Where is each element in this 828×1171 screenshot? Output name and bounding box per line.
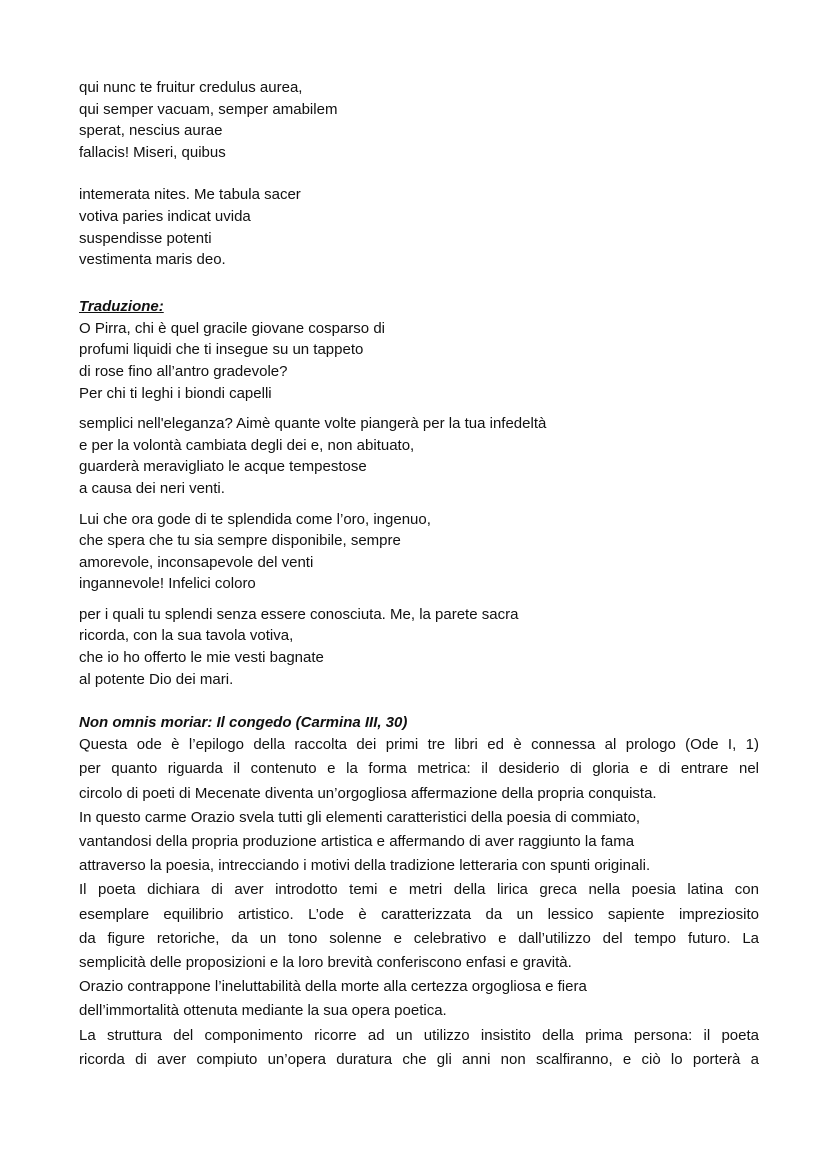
verse-line: votiva paries indicat uvida xyxy=(79,207,251,225)
verse-line: qui semper vacuam, semper amabilem xyxy=(79,100,338,118)
prose-line: per quanto riguarda il contenuto e la forma metrica: il desiderio di gloria e di entrare nel xyxy=(79,760,759,778)
verse-line: a causa dei neri venti. xyxy=(79,479,225,497)
prose-line: attraverso la poesia, intrecciando i motivi della tradizione letteraria con spunti originali. xyxy=(79,857,651,875)
section-body xyxy=(79,733,759,1072)
latin-stanza-1 xyxy=(79,77,759,163)
translation-stanza-2 xyxy=(79,413,759,499)
verse-line: fallacis! Miseri, quibus xyxy=(79,143,226,161)
prose-line: In questo carme Orazio svela tutti gli elementi caratteristici della poesia di commiato, xyxy=(79,808,641,826)
prose-line: circolo di poeti di Mecenate diventa un’orgogliosa affermazione della propria conquista. xyxy=(79,784,657,802)
document-page xyxy=(79,77,759,1072)
verse-line: al potente Dio dei mari. xyxy=(79,670,234,688)
prose-line: vantandosi della propria produzione artistica e affermando di aver raggiunto la fama xyxy=(79,833,635,851)
prose-line: Questa ode è l’epilogo della raccolta dei primi tre libri ed è connessa al prologo (Ode I, 1) xyxy=(79,736,759,754)
translation-heading: Traduzione: xyxy=(79,297,164,315)
verse-line: qui nunc te fruitur credulus aurea, xyxy=(79,79,303,96)
translation-stanza-4 xyxy=(79,604,759,690)
verse-line: che spera che tu sia sempre disponibile, sempre xyxy=(79,532,401,550)
verse-line: guarderà meravigliato le acque tempestose xyxy=(79,458,367,476)
prose-line: dell’immortalità ottenuta mediante la sua opera poetica. xyxy=(79,1002,447,1020)
verse-line: per i quali tu splendi senza essere conosciuta. Me, la parete sacra xyxy=(79,605,519,623)
verse-line: profumi liquidi che ti insegue su un tappeto xyxy=(79,341,364,359)
verse-line: vestimenta maris deo. xyxy=(79,251,226,269)
verse-line: ingannevole! Infelici coloro xyxy=(79,575,256,593)
verse-line: sperat, nescius aurae xyxy=(79,122,223,140)
prose-line: da figure retoriche, da un tono solenne e celebrativo e dall’utilizzo del tempo futuro. La xyxy=(79,929,759,947)
verse-line: di rose fino all’antro gradevole? xyxy=(79,362,288,380)
prose-line: Orazio contrappone l’ineluttabilità della morte alla certezza orgogliosa e fiera xyxy=(79,978,587,996)
verse-line: suspendisse potenti xyxy=(79,229,212,247)
verse-line: e per la volontà cambiata degli dei e, non abituato, xyxy=(79,436,415,454)
prose-line: La struttura del componimento ricorre ad un utilizzo insistito della prima persona: il poeta xyxy=(79,1026,759,1044)
prose-line: esemplare equilibrio artistico. L’ode è caratterizzata da un lessico sapiente impreziosito xyxy=(79,905,759,923)
verse-line: amorevole, inconsapevole del venti xyxy=(79,553,314,571)
verse-line: intemerata nites. Me tabula sacer xyxy=(79,186,301,204)
verse-line: semplici nell'eleganza? Aimè quante volte piangerà per la tua infedeltà xyxy=(79,415,547,433)
latin-stanza-2 xyxy=(79,184,759,270)
verse-line: O Pirra, chi è quel gracile giovane cosparso di xyxy=(79,319,385,337)
translation-stanza-1 xyxy=(79,318,759,404)
prose-line: Il poeta dichiara di aver introdotto temi e metri della lirica greca nella poesia latina con xyxy=(79,881,759,899)
verse-line: che io ho offerto le mie vesti bagnate xyxy=(79,649,324,667)
translation-stanza-3 xyxy=(79,509,759,595)
verse-line: Per chi ti leghi i biondi capelli xyxy=(79,384,272,402)
prose-line: semplicità delle proposizioni e la loro brevità conferiscono enfasi e gravità. xyxy=(79,954,572,972)
verse-line: ricorda, con la sua tavola votiva, xyxy=(79,627,294,645)
verse-line: Lui che ora gode di te splendida come l’oro, ingenuo, xyxy=(79,510,431,528)
section-heading: Non omnis moriar: Il congedo (Carmina III, 30) xyxy=(79,714,408,732)
prose-line: ricorda di aver compiuto un’opera duratura che gli anni non scalfiranno, e ciò lo porterà a xyxy=(79,1050,759,1068)
